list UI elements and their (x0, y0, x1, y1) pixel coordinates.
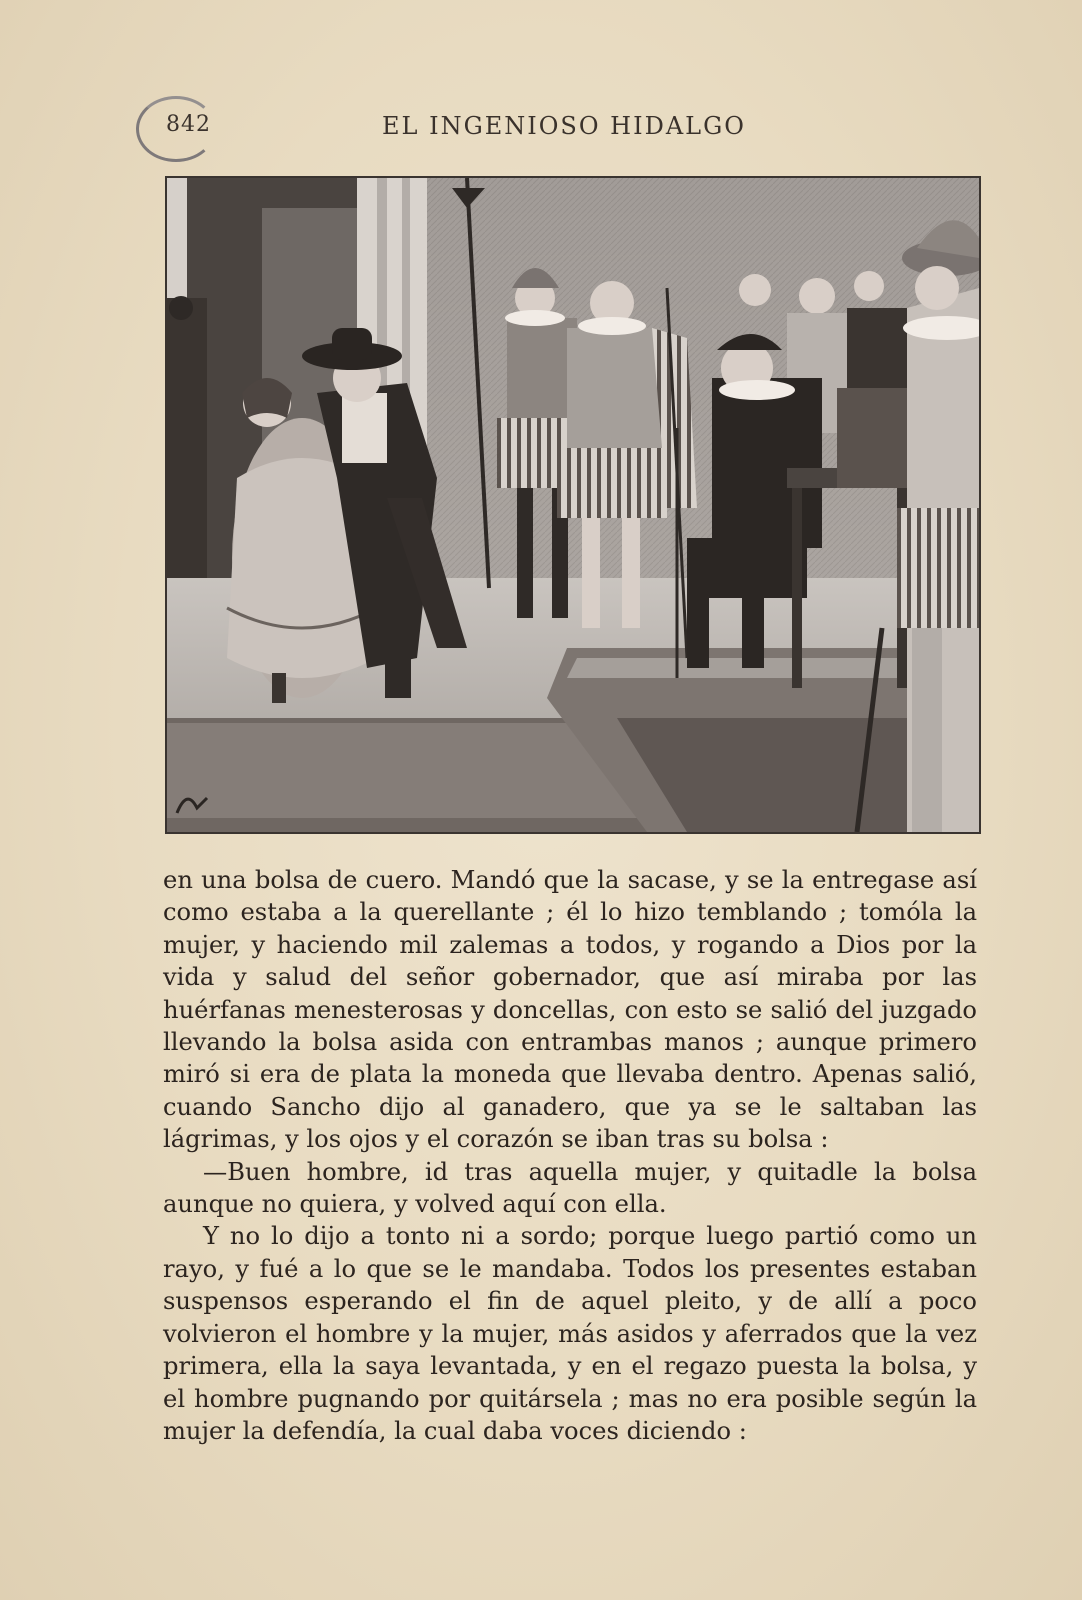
paragraph: —Buen hombre, id tras aquella mujer, y quitadle la bolsa aunque no quiera, y volved aquí con ella. (163, 1157, 977, 1219)
running-head: EL INGENIOSO HIDALGO (382, 112, 746, 140)
illustration (165, 176, 981, 834)
engraving-courtroom-scene-icon (167, 178, 979, 832)
page-number: 842 (166, 112, 211, 137)
page-header (0, 112, 1082, 152)
paragraph: Y no lo dijo a tonto ni a sordo; porque luego partió como un rayo, y fué a lo que se le mandaba. Todos los presentes estaban suspensos esperando el fin de aquel pleito, y de allí a poco volvieron el hombre y la mujer, más asidos y aferrados que la vez primera, ella la saya levantada, y en el regazo puesta la bolsa, y el hombre pugnando por quitársela ; mas no era posible según la mujer la defendía, la cual daba voces diciendo : (163, 1222, 977, 1445)
paragraph: en una bolsa de cuero. Mandó que la sacase, y se la entregase así como estaba a la querellante ; él lo hizo temblando ; tomóla la mujer, y haciendo mil zalemas a todos, y rogando a Dios por la vida y salud del señor gobernador, que así miraba por las huérfanas menesterosas y doncellas, con esto se salió del juzgado llevando la bolsa asida con entrambas manos ; aunque primero miró si era de plata la moneda que llevaba dentro. Apenas salió, cuando Sancho dijo al ganadero, que ya se le saltaban las lágrimas, y los ojos y el corazón se iban tras su bolsa : (163, 866, 977, 1154)
body-text (163, 864, 977, 1447)
